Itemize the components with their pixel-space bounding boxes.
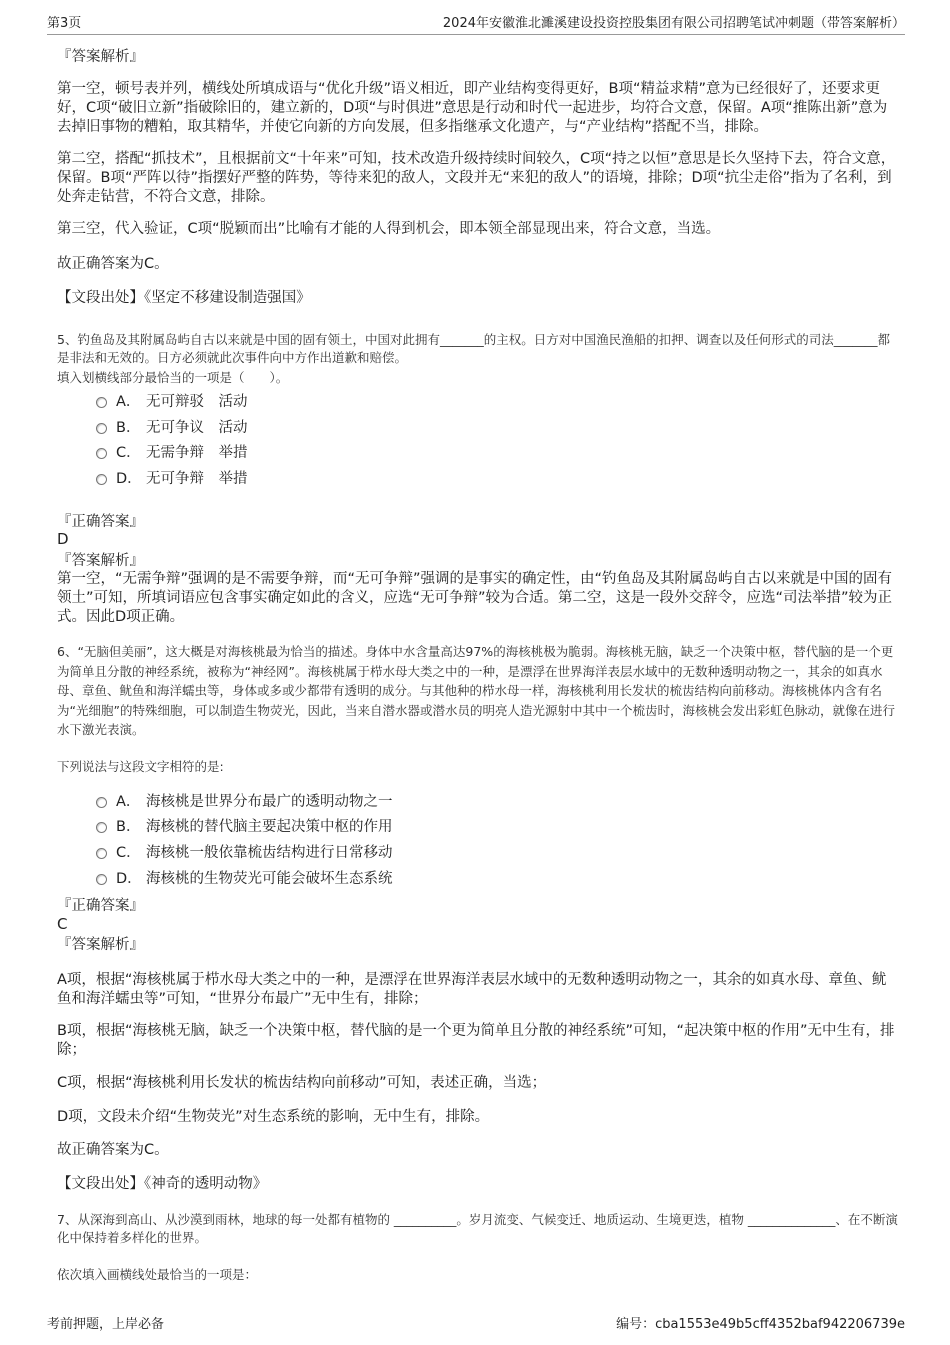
q6-option-c[interactable] bbox=[96, 843, 393, 863]
radio-button[interactable] bbox=[96, 397, 107, 408]
q6-option-a[interactable] bbox=[96, 792, 393, 812]
q6-analysis-a: A项，根据“海核桃属于栉水母大类之中的一种，是漂浮在世界海洋表层水域中的无数种透明动物之一，其余的如真水母、章鱼、鱿鱼和海洋蠕虫等”可知，“世界分布最广”无中生有，排除； bbox=[57, 972, 887, 1007]
radio-button[interactable] bbox=[96, 797, 107, 808]
q5-correct-answer: D bbox=[57, 530, 69, 548]
q6-option-d[interactable] bbox=[96, 869, 393, 889]
q5-prompt: 填入划横线部分最恰当的一项是（ ）。 bbox=[57, 370, 289, 385]
option-key: A． bbox=[116, 794, 141, 810]
radio-button[interactable] bbox=[96, 848, 107, 859]
radio-button[interactable] bbox=[96, 874, 107, 885]
radio-button[interactable] bbox=[96, 423, 107, 434]
q7-prompt: 依次填入画横线处最恰当的一项是： bbox=[57, 1267, 258, 1282]
page-header bbox=[47, 12, 905, 35]
q6-stem: 6、“无脑但美丽”，这大概是对海核桃最为恰当的描述。身体中水含量高达97%的海核桃极为脆弱。海核桃无脑，缺乏一个决策中枢，替代脑的是一个更为简单且分散的神经系统，被称为“神经网”。海核桃属于栉水母大类之中的一种，是漂浮在世界海洋表层水域中的无数种透明动物之一，其余的如真水母、章鱼、鱿鱼和海洋蠕虫等，身体或多或少都带有透明的成分。与其他种的栉水母一样，海核桃利用长发状的梳齿结构向前移动。海核桃体内含有名为“光细胞”的特殊细胞，可以制造生物荧光，因此，当来自潜水器或潜水员的明亮人造光源射中其中一个梳齿时，海核桃会发出彩虹色脉动，就像在进行水下激光表演。 bbox=[57, 644, 895, 737]
q5-analysis: 第一空，“无需争辩”强调的是不需要争辩，而“无可争辩”强调的是事实的确定性，由“钓鱼岛及其附属岛屿自古以来就是中国的固有领土”可知，所填词语应包含事实确定如此的含义，应选“无可争辩”较为合适。第二空，这是一段外交辞令，应选“司法举措”较为正式。因此D项正确。 bbox=[57, 571, 893, 625]
radio-button[interactable] bbox=[96, 474, 107, 485]
q4-analysis-para-3: 第三空，代入验证，C项“脱颖而出”比喻有才能的人得到机会，即本领全部显现出来，符合文意，当选。 bbox=[57, 221, 721, 237]
radio-button[interactable] bbox=[96, 448, 107, 459]
radio-button[interactable] bbox=[96, 822, 107, 833]
option-key: B． bbox=[116, 819, 141, 835]
q5-correct-label: 『正确答案』 bbox=[57, 514, 144, 530]
q6-analysis-c: C项，根据“海核桃利用长发状的梳齿结构向前移动”可知，表述正确，当选； bbox=[57, 1075, 547, 1091]
option-text: 无可辩驳 活动 bbox=[146, 394, 248, 410]
q6-correct-answer: C bbox=[57, 915, 68, 933]
option-key: A． bbox=[116, 394, 141, 410]
q6-analysis-label: 『答案解析』 bbox=[57, 937, 144, 953]
option-text: 海核桃是世界分布最广的透明动物之一 bbox=[146, 794, 393, 810]
page-number: 第3页 bbox=[47, 16, 82, 31]
option-text: 无可争辩 举措 bbox=[146, 471, 248, 487]
option-key: D． bbox=[116, 471, 142, 487]
option-text: 海核桃的生物荧光可能会破坏生态系统 bbox=[146, 871, 393, 887]
option-text: 海核桃的替代脑主要起决策中枢的作用 bbox=[146, 819, 393, 835]
q5-option-b[interactable] bbox=[96, 418, 248, 438]
q4-conclusion: 故正确答案为C。 bbox=[57, 256, 169, 272]
q7-stem: 7、从深海到高山、从沙漠到雨林，地球的每一处都有植物的 __________。岁月流变、气候变迁、地质运动、生境更迭，植物 ______________、在不断演化中保持着多样化的世界。 bbox=[57, 1212, 898, 1245]
q6-analysis-b: B项，根据“海核桃无脑，缺乏一个决策中枢，替代脑的是一个更为简单且分散的神经系统”可知，“起决策中枢的作用”无中生有，排除； bbox=[57, 1023, 895, 1058]
option-text: 无需争辩 举措 bbox=[146, 445, 248, 461]
q5-stem: 5、钓鱼岛及其附属岛屿自古以来就是中国的固有领土，中国对此拥有_______的主权。日方对中国渔民渔船的扣押、调查以及任何形式的司法_______都是非法和无效的。日方必须就此次事件向中方作出道歉和赔偿。 bbox=[57, 332, 890, 365]
q5-option-d[interactable] bbox=[96, 469, 248, 489]
option-key: C． bbox=[116, 445, 141, 461]
option-text: 无可争议 活动 bbox=[146, 420, 248, 436]
q5-option-a[interactable] bbox=[96, 392, 248, 412]
q4-source: 【文段出处】《坚定不移建设制造强国》 bbox=[57, 290, 311, 306]
q5-option-c[interactable] bbox=[96, 443, 248, 463]
q5-analysis-label: 『答案解析』 bbox=[57, 553, 144, 569]
q4-analysis-para-1: 第一空，顿号表并列，横线处所填成语与“优化升级”语义相近，即产业结构变得更好，B项“精益求精”意为已经很好了，还要求更好，C项“破旧立新”指破除旧的，建立新的，D项“与时俱进”意思是行动和时代一起进步，均符合文意，保留。A项“推陈出新”意为去掉旧事物的糟粕，取其精华，并使它向新的方向发展，但多指继承文化遗产，与“产业结构”搭配不当，排除。 bbox=[57, 81, 888, 135]
option-key: C． bbox=[116, 845, 141, 861]
option-text: 海核桃一般依靠梳齿结构进行日常移动 bbox=[146, 845, 393, 861]
q6-correct-label: 『正确答案』 bbox=[57, 898, 144, 914]
q4-analysis-para-2: 第二空，搭配“抓技术”，且根据前文“十年来”可知，技术改造升级持续时间较久，C项“持之以恒”意思是长久坚持下去，符合文意，保留。B项“严阵以待”指摆好严整的阵势，等待来犯的敌人，文段并无“来犯的敌人”的语境，排除；D项“抗尘走俗”指为了名利，到处奔走钻营，不符合文意，排除。 bbox=[57, 151, 896, 205]
option-key: B． bbox=[116, 420, 141, 436]
document-code: 编号：cba1553e49b5cff4352baf942206739e bbox=[616, 1317, 905, 1332]
document-title: 2024年安徽淮北濉溪建设投资控股集团有限公司招聘笔试冲刺题（带答案解析） bbox=[442, 16, 905, 31]
q6-analysis-d: D项，文段未介绍“生物荧光”对生态系统的影响，无中生有，排除。 bbox=[57, 1109, 490, 1125]
q4-analysis-label: 『答案解析』 bbox=[57, 49, 144, 65]
q6-prompt: 下列说法与这段文字相符的是: bbox=[57, 759, 224, 774]
q6-conclusion: 故正确答案为C。 bbox=[57, 1142, 169, 1158]
footer-slogan: 考前押题，上岸必备 bbox=[47, 1317, 165, 1332]
q6-source: 【文段出处】《神奇的透明动物》 bbox=[57, 1176, 268, 1192]
option-key: D． bbox=[116, 871, 142, 887]
q6-option-b[interactable] bbox=[96, 817, 393, 837]
